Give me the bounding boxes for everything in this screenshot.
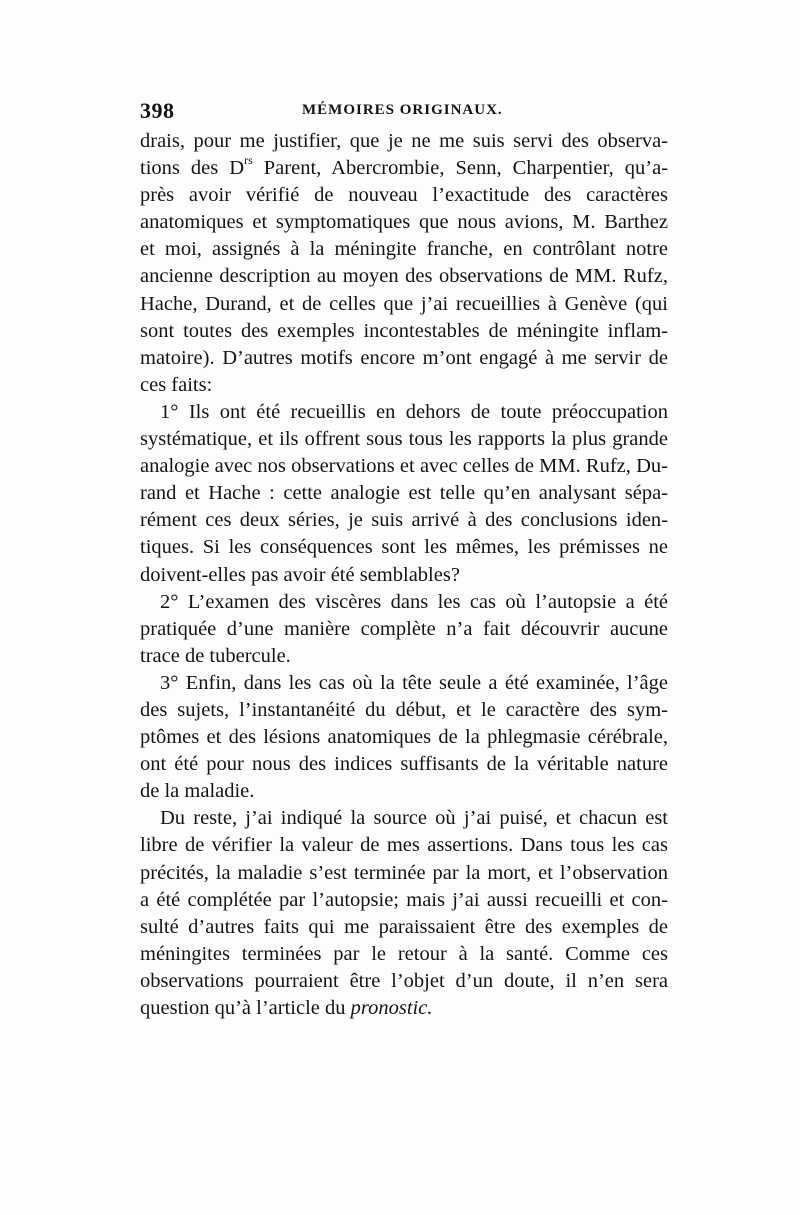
line-text: sont toutes des exemples incontestables de méningite inflam-: [140, 319, 668, 342]
line-text: rand et Hache : cette analogie est telle qu’en analysant sépa-: [140, 482, 668, 505]
text-line: [140, 209, 668, 236]
text-line: [140, 995, 668, 1022]
running-title: MÉMOIRES ORIGINAUX.: [302, 102, 503, 118]
line-text: méningites terminées par le retour à la santé. Comme ces: [140, 942, 668, 965]
text-line: [140, 480, 668, 507]
text-line: [140, 832, 668, 859]
text-line: [140, 426, 668, 453]
line-text: a été complétée par l’autopsie; mais j’ai aussi recueilli et con-: [140, 888, 668, 911]
text-line: [140, 318, 668, 345]
text-line: [140, 914, 668, 941]
text-line: [140, 697, 668, 724]
line-text: et moi, assignés à la méningite franche, en contrôlant notre: [140, 238, 668, 261]
text-line: [140, 643, 668, 670]
text-line: [140, 562, 668, 589]
text-line: [140, 751, 668, 778]
line-text: anatomiques et symptomatiques que nous avions, M. Barthez: [140, 211, 668, 234]
line-text: ptômes et des lésions anatomiques de la phlegmasie cérébrale,: [140, 726, 668, 749]
text-line: [140, 968, 668, 995]
text-line: [140, 372, 668, 399]
text-line: [140, 236, 668, 263]
line-text: précités, la maladie s’est terminée par la mort, et l’observation: [140, 861, 668, 884]
text-line: [140, 345, 668, 372]
line-text: tions des D: [140, 157, 245, 180]
text-line: [140, 182, 668, 209]
text-line: [140, 941, 668, 968]
text-line: [140, 155, 668, 182]
line-text: Hache, Durand, et de celles que j’ai recueillies à Genève (qui: [140, 292, 668, 315]
running-head: [140, 98, 670, 126]
line-text: ces faits:: [140, 373, 213, 396]
line-text: 2° L’examen des viscères dans les cas où l’autopsie a été: [160, 590, 668, 613]
text-line: [140, 453, 668, 480]
text-line: [140, 778, 668, 805]
line-text: trace de tubercule.: [140, 644, 291, 667]
text-line: [140, 887, 668, 914]
text-line: [140, 291, 668, 318]
line-text: Du reste, j’ai indiqué la source où j’ai puisé, et chacun est: [160, 807, 668, 830]
text-line: [140, 670, 668, 697]
line-text: doivent-elles pas avoir été semblables?: [140, 563, 460, 586]
line-text: question qu’à l’article du: [140, 997, 351, 1019]
text-line: [140, 724, 668, 751]
text-line: [140, 616, 668, 643]
page-number: 398: [140, 98, 175, 123]
line-text: près avoir vérifié de nouveau l’exactitude des caractères: [140, 184, 668, 207]
text-line: [140, 589, 668, 616]
line-text: pratiquée d’une manière complète n’a fait découvrir aucune: [140, 617, 668, 640]
line-text: de la maladie.: [140, 780, 255, 803]
line-text: analogie avec nos observations et avec celles de MM. Rufz, Du-: [140, 455, 668, 478]
line-text: sulté d’autres faits qui me paraissaient être des exemples de: [140, 915, 668, 938]
italic-text: pronostic.: [350, 997, 433, 1019]
line-text: observations pourraient être l’objet d’un doute, il n’en sera: [140, 969, 668, 992]
line-text: 1° Ils ont été recueillis en dehors de toute préoccupation: [160, 400, 668, 423]
body-text: [140, 128, 668, 1022]
text-line: [140, 507, 668, 534]
text-line: [140, 860, 668, 887]
line-text-continued: Parent, Abercrombie, Senn, Charpentier, qu’a-: [252, 157, 668, 180]
line-text: tiques. Si les conséquences sont les mêmes, les prémisses ne: [140, 536, 668, 559]
text-line: [140, 263, 668, 290]
text-line: [140, 399, 668, 426]
line-text: libre de vérifier la valeur de mes assertions. Dans tous les cas: [140, 834, 668, 857]
text-line: [140, 805, 668, 832]
text-line: [140, 534, 668, 561]
line-text: rément ces deux séries, je suis arrivé à des conclusions iden-: [140, 509, 668, 532]
line-text: systématique, et ils offrent sous tous les rapports la plus grande: [140, 428, 668, 451]
line-text: 3° Enfin, dans les cas où la tête seule a été examinée, l’âge: [160, 671, 668, 694]
superscript: rs: [244, 153, 253, 168]
text-line: [140, 128, 668, 155]
line-text: ont été pour nous des indices suffisants de la véritable nature: [140, 753, 668, 776]
line-text: drais, pour me justifier, que je ne me suis servi des observa-: [140, 130, 668, 152]
line-text: des sujets, l’instantanéité du début, et le caractère des sym-: [140, 698, 668, 721]
line-text: ancienne description au moyen des observations de MM. Rufz,: [140, 265, 668, 288]
line-text: matoire). D’autres motifs encore m’ont engagé à me servir de: [140, 346, 668, 369]
